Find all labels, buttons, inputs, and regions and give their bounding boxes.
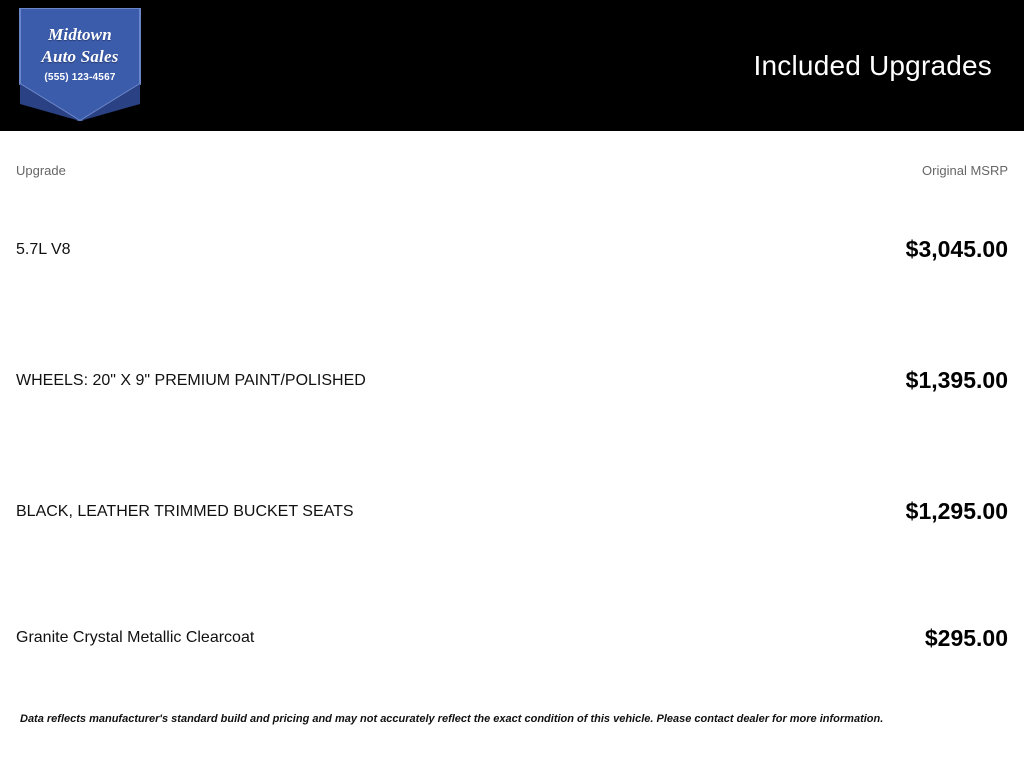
upgrade-name: WHEELS: 20" X 9" PREMIUM PAINT/POLISHED <box>16 371 366 389</box>
upgrade-name: BLACK, LEATHER TRIMMED BUCKET SEATS <box>16 502 354 520</box>
logo-phone: (555) 123-4567 <box>44 72 116 83</box>
shield-badge-icon <box>12 8 148 121</box>
upgrade-price: $1,395.00 <box>905 367 1008 393</box>
upgrade-price: $295.00 <box>924 624 1008 651</box>
page-header <box>0 0 1024 131</box>
dealer-logo[interactable] <box>12 8 148 121</box>
upgrades-table <box>16 131 1008 699</box>
table-row <box>16 315 1008 446</box>
column-header-msrp: Original MSRP <box>922 163 1008 178</box>
upgrade-name: Granite Crystal Metallic Clearcoat <box>16 629 255 646</box>
upgrade-price: $3,045.00 <box>905 236 1008 262</box>
upgrade-name: 5.7L V8 <box>16 240 71 258</box>
column-header-upgrade: Upgrade <box>16 163 66 178</box>
table-row <box>16 184 1008 315</box>
table-row <box>16 446 1008 577</box>
disclaimer-text: Data reflects manufacturer's standard build and pricing and may not accurately reflect the exact condition of this vehicle. Please contact dealer for more information. <box>20 713 884 725</box>
upgrades-section <box>0 131 1024 699</box>
table-row <box>16 577 1008 699</box>
logo-line-1: Midtown <box>48 25 112 44</box>
page-title: Included Upgrades <box>753 50 992 81</box>
upgrade-price: $1,295.00 <box>905 498 1008 524</box>
table-header-row <box>16 131 1008 184</box>
logo-line-2: Auto Sales <box>41 47 119 66</box>
